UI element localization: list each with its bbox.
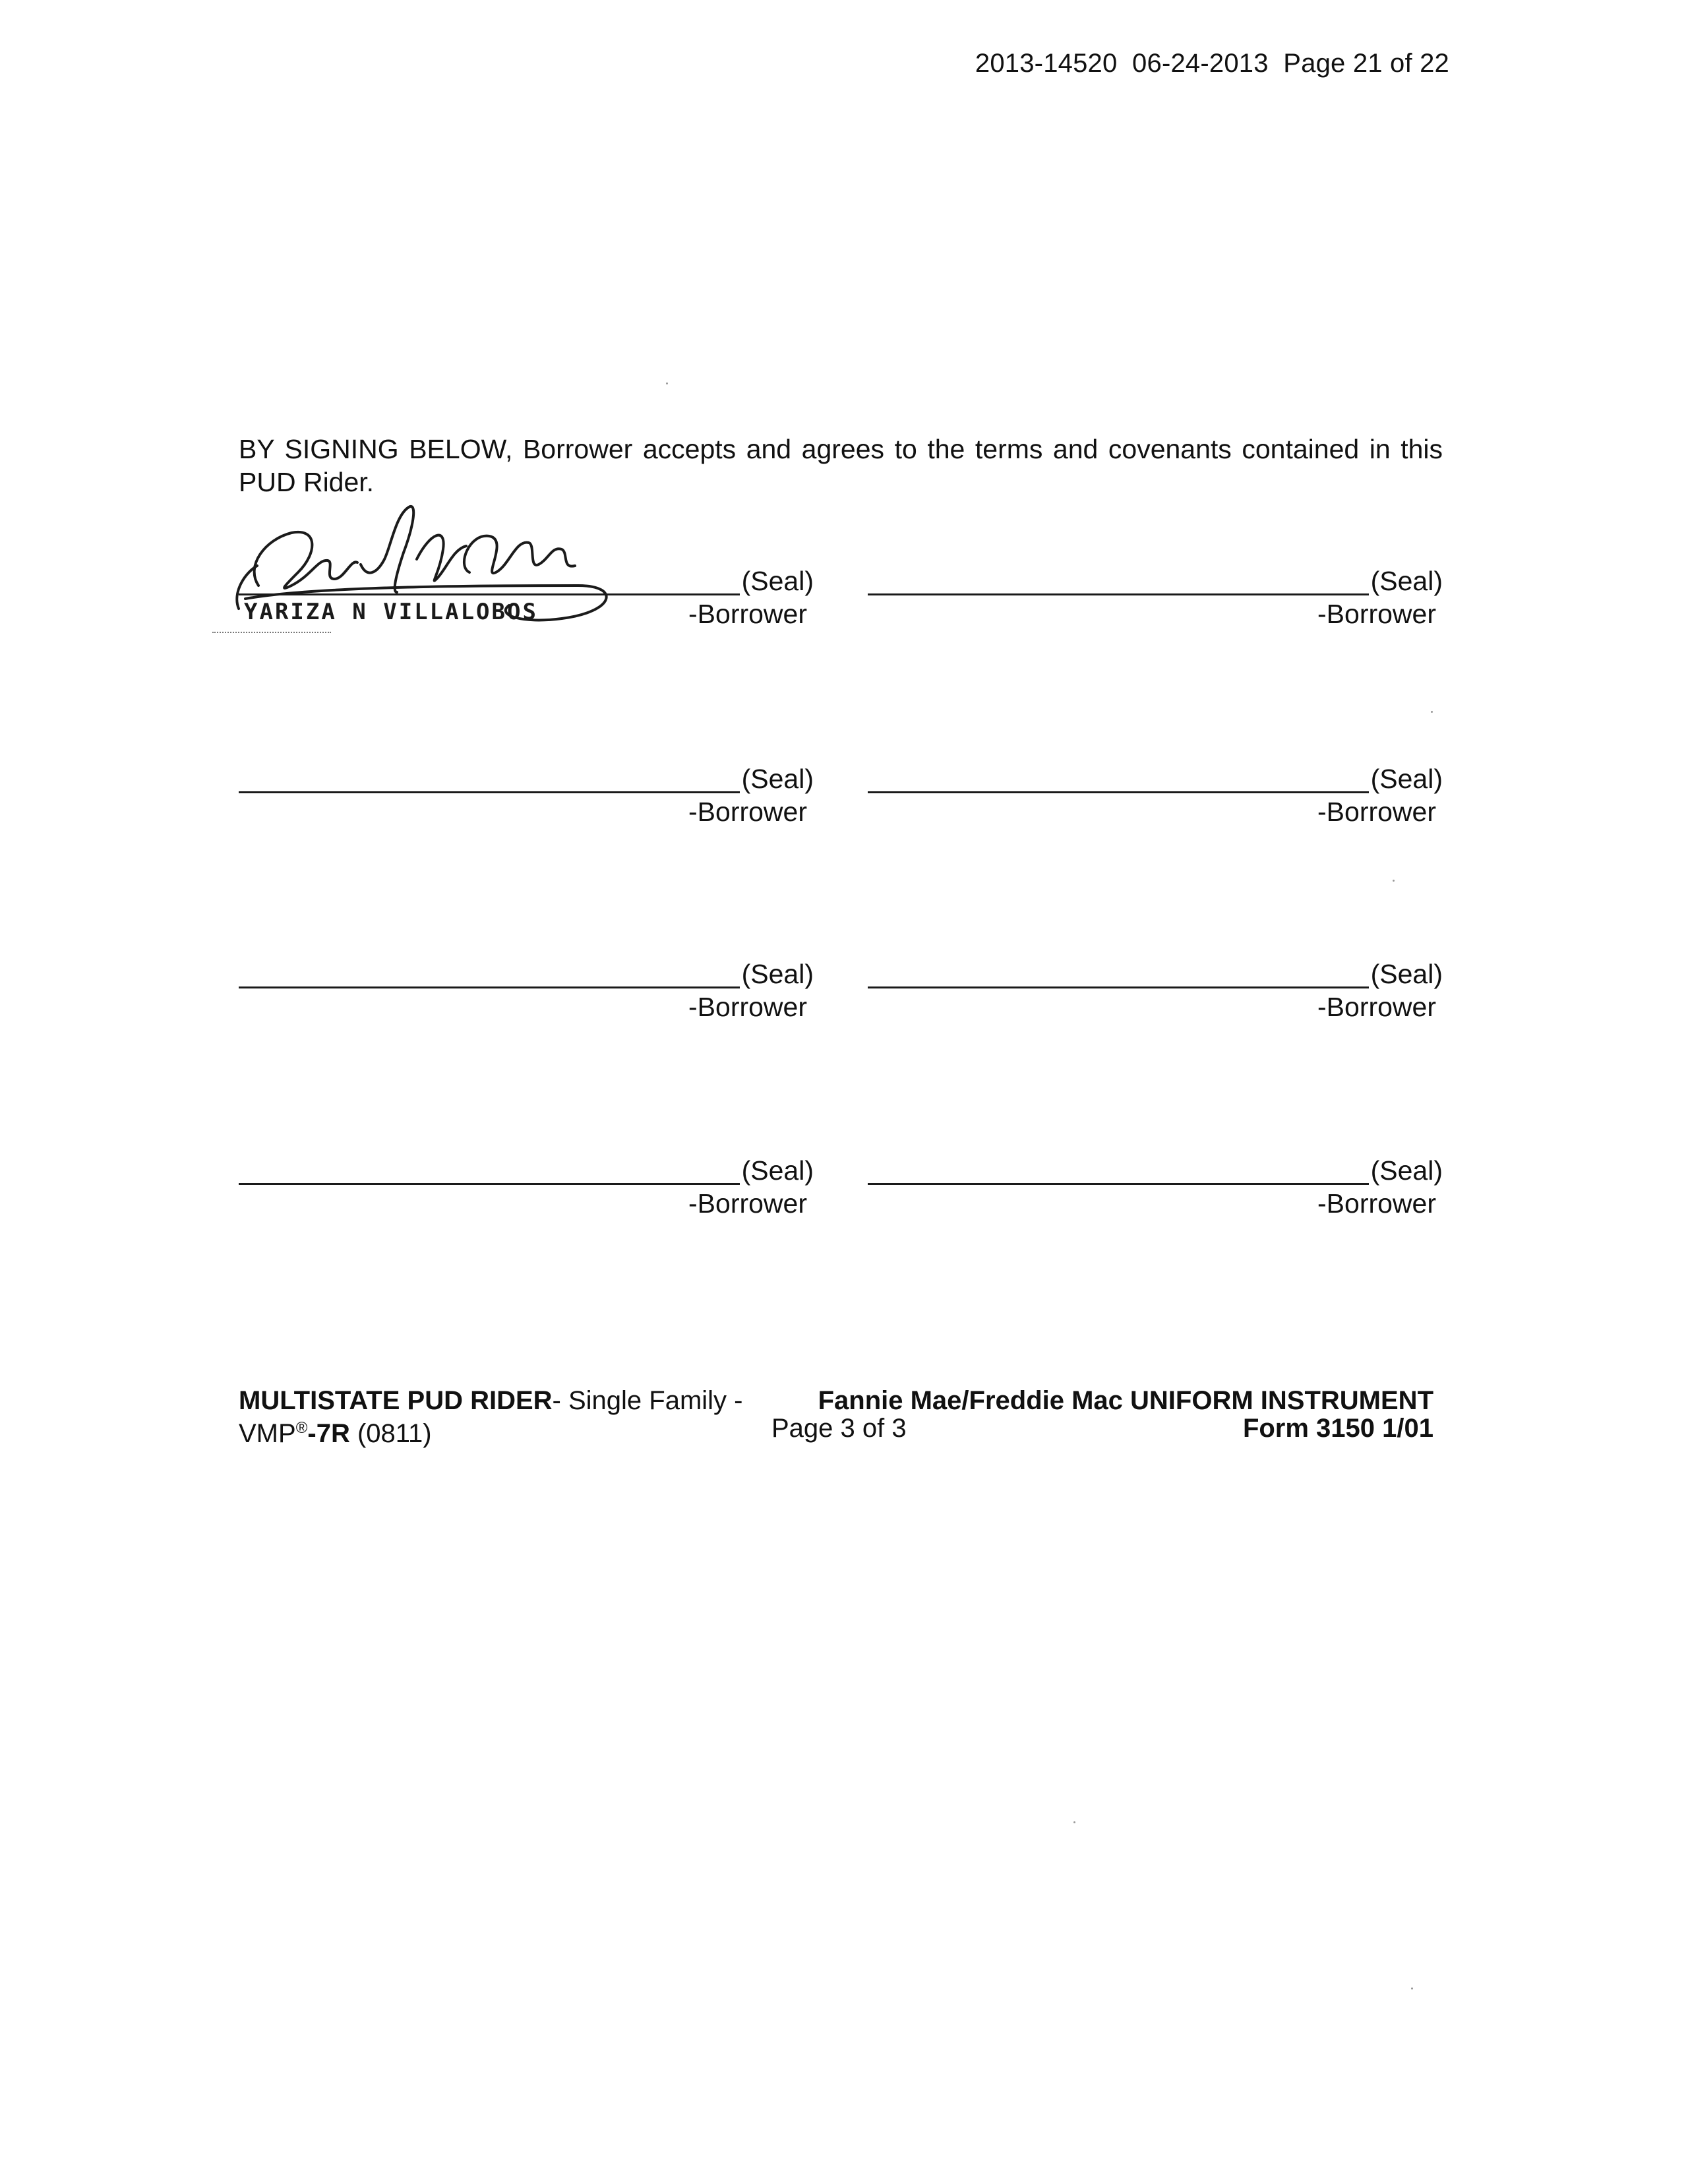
signature-line xyxy=(868,593,1369,595)
signing-statement: BY SIGNING BELOW, Borrower accepts and agrees to the terms and covenants contained in this PUD Rider. xyxy=(239,434,1443,497)
scan-speck xyxy=(1431,711,1433,713)
scan-speck xyxy=(1393,880,1395,882)
borrower-label: -Borrower xyxy=(1317,992,1436,1022)
signature-line xyxy=(239,986,740,988)
seal-label: (Seal) xyxy=(741,1155,814,1186)
borrower-label: -Borrower xyxy=(688,599,807,629)
signature-block-7 xyxy=(239,1155,814,1221)
signature-block-2 xyxy=(868,566,1443,632)
borrower-label: -Borrower xyxy=(688,992,807,1022)
seal-label: (Seal) xyxy=(1370,566,1443,596)
seal-label: (Seal) xyxy=(1370,764,1443,794)
footer-vmp-prefix: VMP xyxy=(239,1419,296,1448)
borrower-label: -Borrower xyxy=(1317,599,1436,629)
signature-block-4 xyxy=(868,764,1443,830)
footer-form-number: Form 3150 1/01 xyxy=(1242,1414,1433,1443)
signature-block-6 xyxy=(868,959,1443,1025)
borrower-label: -Borrower xyxy=(688,1188,807,1219)
form-footer xyxy=(239,1386,1433,1448)
footer-vmp-code: -7R xyxy=(307,1419,350,1448)
seal-label: (Seal) xyxy=(741,566,814,596)
borrower-label: -Borrower xyxy=(1317,797,1436,827)
signature-line xyxy=(868,1183,1369,1185)
signature-line xyxy=(868,791,1369,793)
seal-label: (Seal) xyxy=(741,764,814,794)
footer-form-title: MULTISTATE PUD RIDER xyxy=(239,1386,553,1415)
signature-block-1 xyxy=(239,566,814,632)
borrower-label: -Borrower xyxy=(688,797,807,827)
recording-stamp: 2013-14520 06-24-2013 Page 21 of 22 xyxy=(975,49,1449,78)
signature-block-3 xyxy=(239,764,814,830)
borrower-printed-name: YARIZA N VILLALOBOS xyxy=(244,599,538,625)
footer-title-row xyxy=(239,1387,1433,1415)
signature-line xyxy=(239,1183,740,1185)
footer-info-row xyxy=(239,1414,1433,1448)
footer-page-number: Page 3 of 3 xyxy=(771,1414,907,1443)
dotted-guide xyxy=(212,632,331,633)
seal-label: (Seal) xyxy=(1370,959,1443,989)
footer-vmp-revision: (0811) xyxy=(349,1419,432,1448)
footer-agency: Fannie Mae/Freddie Mac UNIFORM INSTRUMENT xyxy=(818,1386,1433,1415)
seal-label: (Seal) xyxy=(741,959,814,989)
scan-speck xyxy=(1411,1987,1413,1989)
signature-line xyxy=(868,986,1369,988)
signature-block-8 xyxy=(868,1155,1443,1221)
scan-speck xyxy=(666,382,668,384)
footer-form-subtitle: - Single Family - xyxy=(552,1386,743,1415)
scan-speck xyxy=(1073,1821,1075,1823)
seal-label: (Seal) xyxy=(1370,1155,1443,1186)
signature-line xyxy=(239,791,740,793)
signature-block-5 xyxy=(239,959,814,1025)
borrower-label: -Borrower xyxy=(1317,1188,1436,1219)
registered-mark: ® xyxy=(295,1419,308,1437)
signature-line xyxy=(239,593,740,595)
